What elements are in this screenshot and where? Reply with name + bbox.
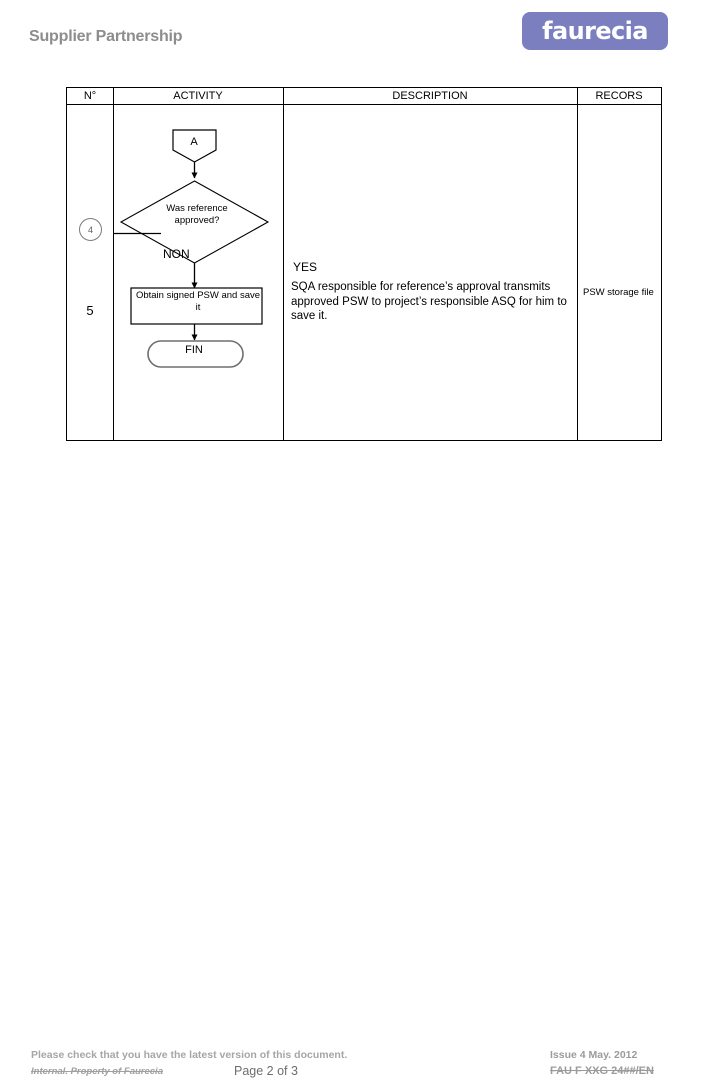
page-title: Supplier Partnership — [29, 28, 183, 45]
shape-entry-connector — [173, 130, 216, 162]
column-header-description: DESCRIPTION — [392, 90, 468, 102]
footer-confidentiality-statement: Internal. Property of Faurecia — [31, 1066, 163, 1077]
cell-description — [283, 105, 577, 440]
flow-label-terminator: FIN — [185, 344, 203, 356]
faurecia-logo — [522, 12, 668, 50]
table-body-row — [67, 105, 661, 440]
flow-label-decision: Was reference approved? — [166, 203, 228, 226]
footer-issue-date: Issue 4 May. 2012 — [550, 1049, 638, 1061]
flow-label-yes-branch: YES — [293, 260, 318, 274]
cell-records — [577, 105, 661, 440]
footer-page-number: Page 2 of 3 — [234, 1064, 298, 1078]
shape-terminator — [148, 341, 243, 367]
description-text: SQA responsible for reference’s approval transmits approved PSW to project’s responsible ASQ for him to save it. — [291, 281, 567, 322]
footer-version-notice: Please check that you have the latest version of this document. — [31, 1049, 348, 1061]
step-number-5: 5 — [86, 303, 94, 318]
shape-process — [131, 288, 262, 324]
flow-label-process: Obtain signed PSW and save it — [135, 290, 261, 313]
page-header — [0, 0, 719, 78]
flow-label-no-branch: NON — [163, 247, 190, 261]
column-header-number: N° — [83, 90, 97, 102]
flowchart-diagram — [113, 105, 283, 440]
table-header-row — [67, 88, 661, 105]
flow-label-entry-connector: A — [190, 136, 198, 148]
column-header-records: RECORS — [595, 90, 643, 102]
footer-document-reference: FAU F XXG 24##/EN — [550, 1065, 654, 1077]
records-text: PSW storage file — [583, 287, 654, 298]
procedure-table — [66, 87, 662, 441]
page-footer — [0, 1041, 719, 1088]
offpage-connector-4: 4 — [79, 218, 102, 241]
faurecia-logo-text: faurecia — [542, 17, 648, 45]
shape-decision — [121, 181, 268, 263]
cell-number — [67, 105, 113, 440]
cell-activity — [113, 105, 318, 440]
column-header-activity: ACTIVITY — [173, 90, 223, 102]
